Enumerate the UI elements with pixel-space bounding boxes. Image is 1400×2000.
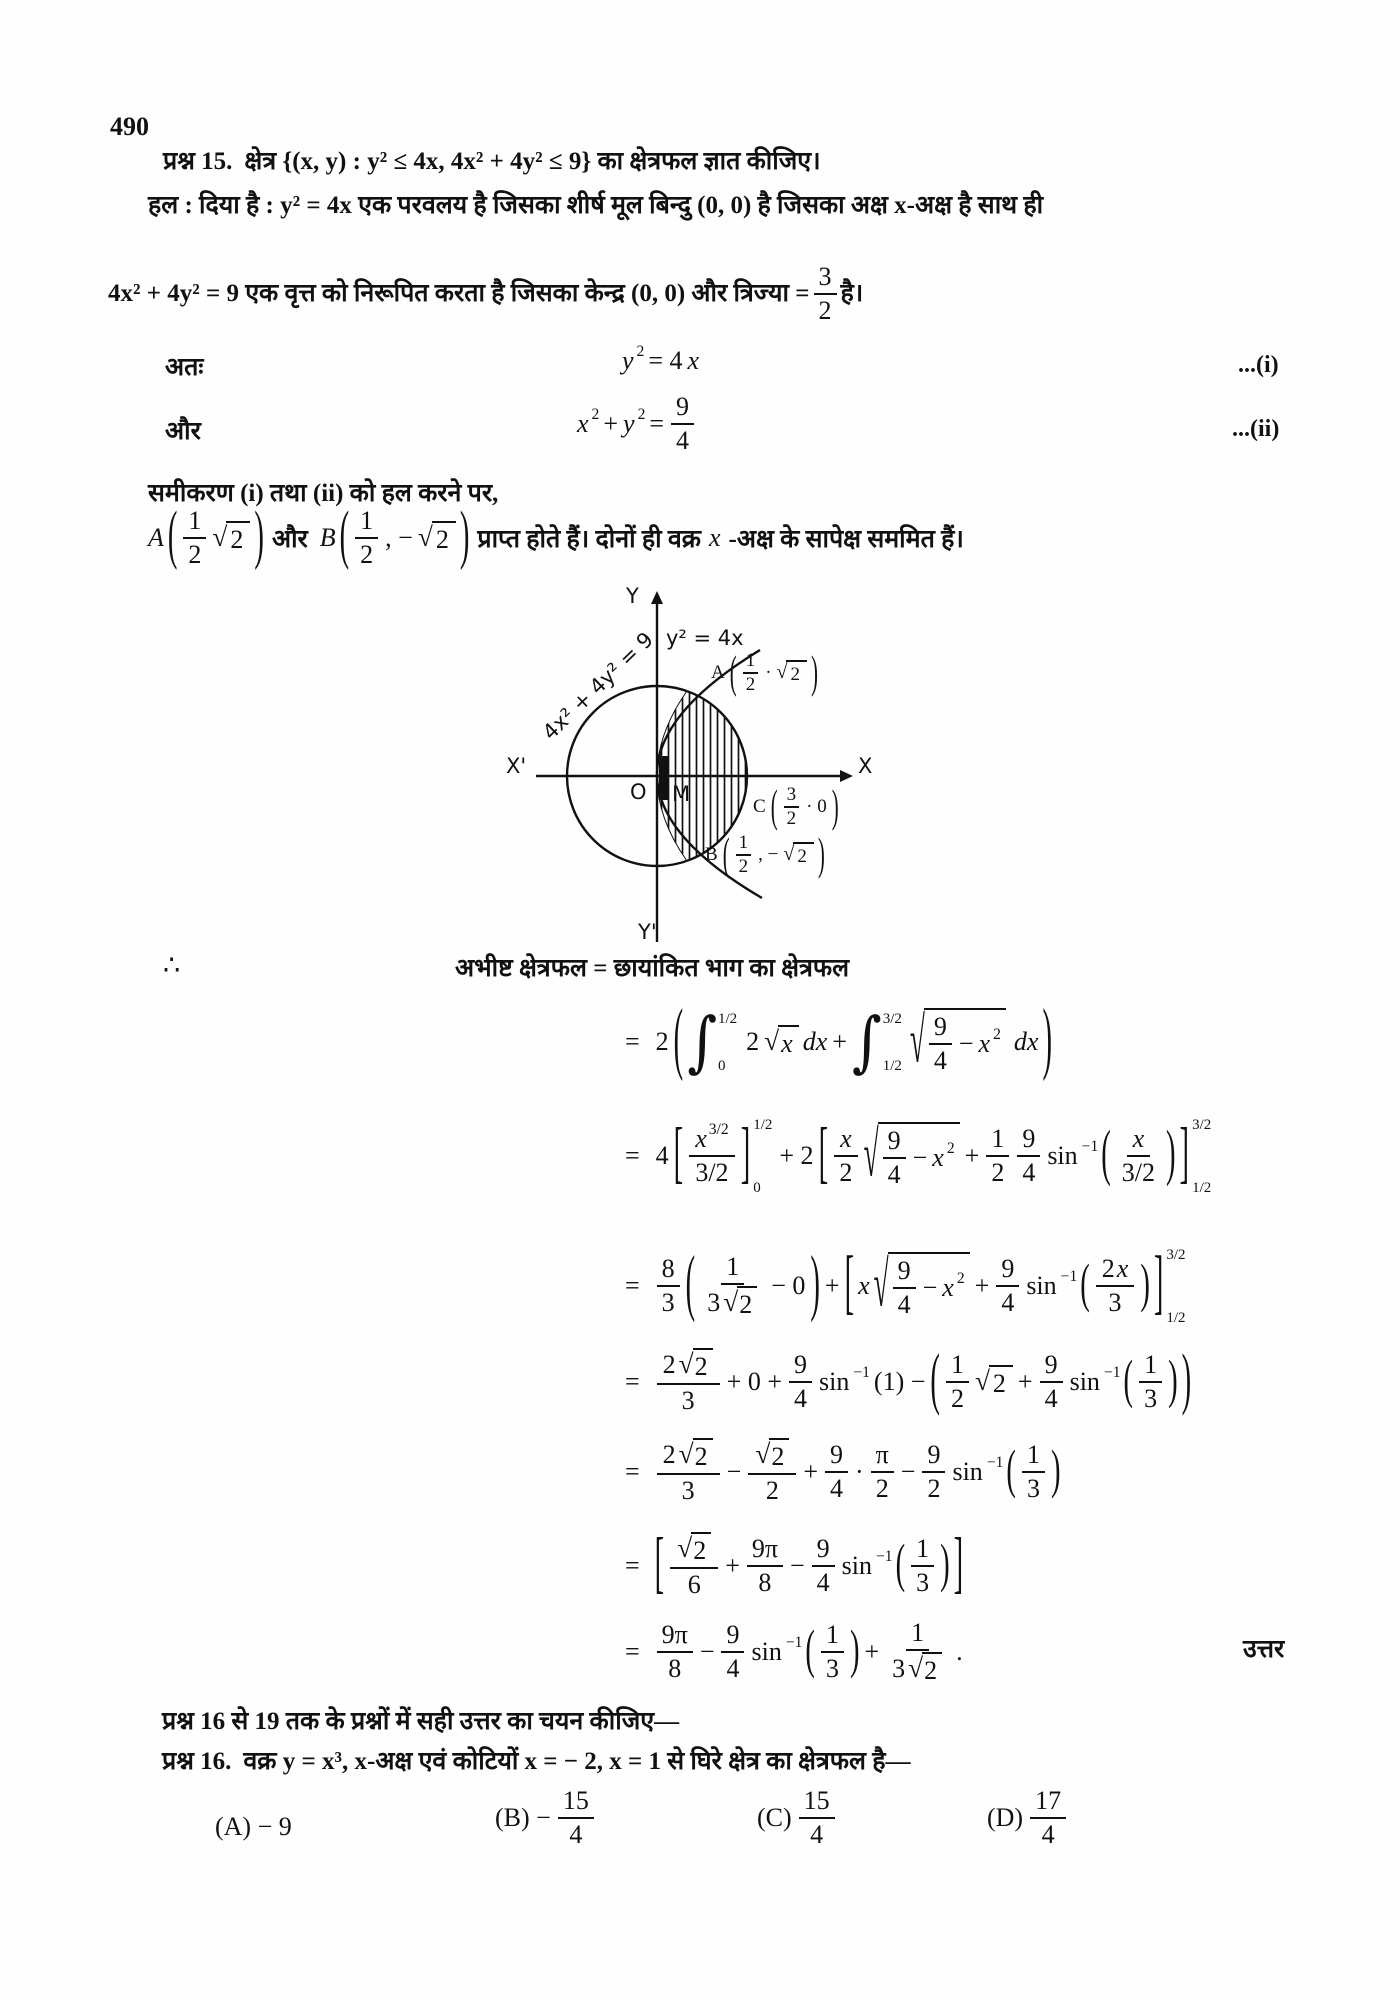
y-axis-arrow: [651, 591, 663, 604]
point-m-label: M: [672, 782, 691, 806]
required-area-line: अभीष्ट क्षेत्रफल = छायांकित भाग का क्षेत्रफल: [455, 955, 850, 982]
area-step-2: = 4 [ x 3/2 3/2 ] 1/2 0 + 2 [ $\frac{x}{2}$ √ $\frac{9}{4}$ − x 2 + $\frac{1}{2}$ $\frac{9}{4}$ sin −1 ( $\frac{x}{3/2}$ ) ] 3/2 1/2: [625, 1116, 1212, 1196]
question-16-label: प्रश्न 16.: [162, 1748, 232, 1775]
therefore-symbol: ∴: [163, 950, 181, 980]
equation-ii-number: ...(ii): [1232, 416, 1280, 442]
page-number: 490: [110, 112, 149, 141]
origin-mark: [659, 756, 668, 800]
x-prime-axis-label: X': [506, 754, 527, 778]
circle-description-post: है।: [840, 280, 864, 308]
equation-i-number: ...(i): [1238, 352, 1279, 378]
area-step-1: = 2 ( ∫ 1/2 0 2 √ x dx + ∫ 3/2 1/2 √ $\frac{9}{4}$ − x 2 dx ): [625, 996, 1052, 1084]
equation-i-body: y 2 = 4 x: [622, 342, 700, 375]
solve-equations-line: समीकरण (i) तथा (ii) को हल करने पर,: [148, 480, 499, 507]
area-step-3: = $\frac{8}{3}$ ( 1 3 √ 2 − 0 ) + [ x √ $\frac{9}{4}$ − x 2 + $\frac{9}{4}$ sin −1 ( 2 x 3 ) ] 3/2 1/2: [625, 1243, 1186, 1326]
intersection-points-line: A ( $\frac{1}{2}$ √ 2 ) और B ( $\frac{1}{2}$ , − √ 2 ) प्राप्त होते हैं। दोनों ही वक्र x -अक्ष के सापेक्ष सममित हैं।: [148, 500, 964, 572]
x-axis-label: X: [858, 754, 873, 778]
origin-label: O: [630, 780, 647, 804]
option-d: (D) $\frac{17}{4}$: [984, 1786, 1070, 1850]
figure: [420, 584, 1000, 948]
question-16: [162, 1744, 1282, 1779]
mcq-instruction-line: प्रश्न 16 से 19 तक के प्रश्नों में सही उत्तर का चयन कीजिए—: [162, 1708, 680, 1735]
circle-equation-label: 4x² + 4y² = 9: [537, 627, 659, 745]
option-b: (B) − $\frac{15}{4}$: [492, 1786, 598, 1850]
circle-description-pre: 4x² + 4y² = 9 एक वृत्त को निरूपित करता है जिसका केन्द्र (0, 0) और त्रिज्या =: [108, 280, 810, 308]
option-c: (C) $\frac{15}{4}$: [754, 1786, 839, 1850]
question-15-label: प्रश्न 15.: [163, 148, 233, 175]
x-axis-arrow: [840, 770, 853, 782]
option-a: (A) − 9: [215, 1812, 292, 1841]
point-b-label: B ( $\frac{1}{2}$ , − √ 2 ): [705, 827, 825, 881]
y-axis-label: Y: [626, 584, 639, 608]
answer-label: उत्तर: [1243, 1636, 1285, 1663]
area-step-4: = 2 √ 2 3 + 0 + $\frac{9}{4}$ sin −1 (1) − ( $\frac{1}{2}$ √ 2 + $\frac{9}{4}$ sin −1 ( $\frac{1}{3}$ ) ): [625, 1342, 1192, 1418]
y-prime-axis-label: Y': [638, 920, 657, 944]
question-15: [163, 144, 1093, 179]
area-step-6: = [ √ 2 6 + $\frac{9\pi}{8}$ − $\frac{9}{4}$ sin −1 ( $\frac{1}{3}$ ) ]: [625, 1526, 964, 1602]
area-step-7: = $\frac{9\pi}{8}$ − $\frac{9}{4}$ sin −1 ( $\frac{1}{3}$ ) + 1 3 √ 2 .: [625, 1618, 963, 1685]
radius-fraction: $\frac{3}{2}$: [814, 262, 837, 326]
point-c-label: C ( $\frac{3}{2}$ · 0 ): [753, 779, 839, 833]
equation-i-connector: अतः: [165, 354, 204, 381]
circle-description-line: [108, 262, 863, 326]
solution-intro-line: हल : दिया है : y² = 4x एक परवलय है जिसका शीर्ष मूल बिन्दु (0, 0) है जिसका अक्ष x-अक्ष है साथ ही: [148, 192, 1044, 219]
parabola-equation-label: y² = 4x: [666, 626, 744, 650]
question-16-statement: वक्र y = x³, x-अक्ष एवं कोटियों x = − 2, x = 1 से घिरे क्षेत्र का क्षेत्रफल है—: [243, 1748, 911, 1775]
point-a-label: A ( $\frac{1}{2}$ · √ 2 ): [711, 645, 818, 699]
question-15-statement: क्षेत्र {(x, y) : y² ≤ 4x, 4x² + 4y² ≤ 9} का क्षेत्रफल ज्ञात कीजिए।: [244, 148, 821, 175]
equation-ii-connector: और: [165, 418, 201, 445]
area-step-5: = 2 √ 2 3 − √ 2 2 + $\frac{9}{4}$ · $\frac{\pi}{2}$ − $\frac{9}{2}$ sin −1 ( $\frac{1}{3}$ ): [625, 1439, 1061, 1505]
equation-ii-body: x 2 + y 2 = $\frac{9}{4}$: [575, 392, 698, 456]
